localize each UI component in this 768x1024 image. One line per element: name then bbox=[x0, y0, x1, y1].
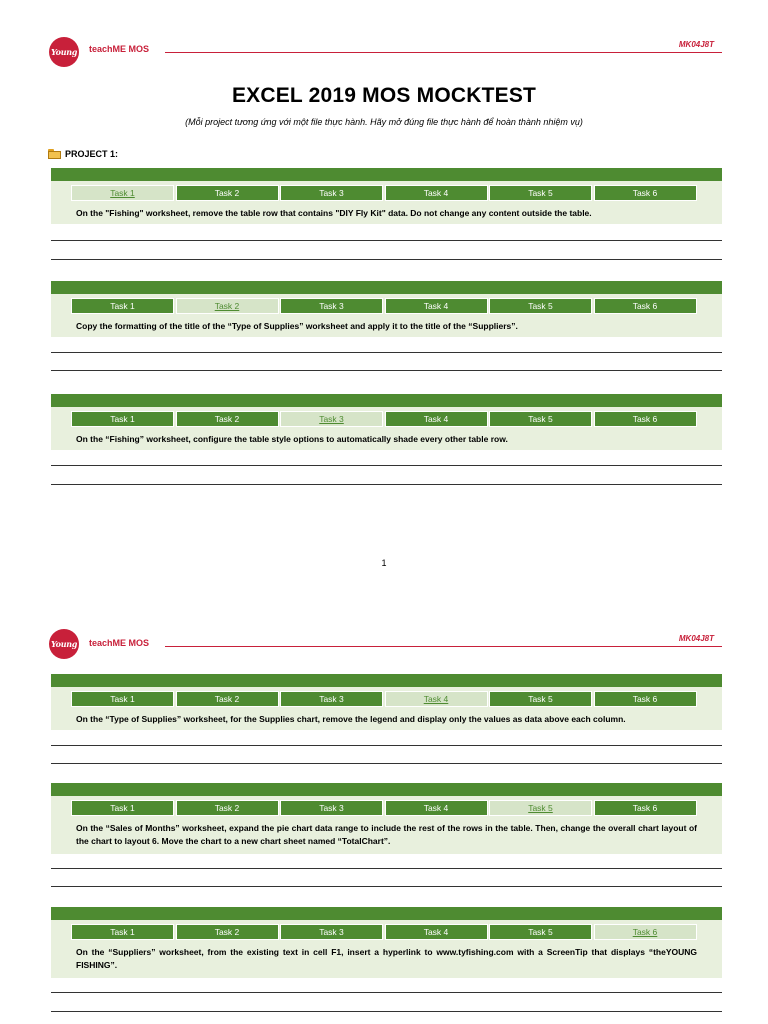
tab-task-4[interactable]: Task 4 bbox=[385, 691, 488, 707]
task-block-3 bbox=[51, 394, 722, 450]
answer-line bbox=[51, 886, 722, 887]
brand-name: teachME MOS bbox=[89, 638, 150, 648]
answer-line bbox=[51, 484, 722, 485]
document-code: MK04J8T bbox=[678, 634, 714, 643]
tab-task-4[interactable]: Task 4 bbox=[385, 298, 488, 314]
tab-task-4[interactable]: Task 4 bbox=[385, 185, 488, 201]
tab-task-4[interactable]: Task 4 bbox=[385, 924, 488, 940]
tab-task-6[interactable]: Task 6 bbox=[594, 924, 697, 940]
task-block-4 bbox=[51, 674, 722, 730]
task-tabs bbox=[71, 924, 698, 940]
tab-task-3[interactable]: Task 3 bbox=[280, 185, 383, 201]
page-number: 1 bbox=[381, 558, 387, 568]
tab-task-1[interactable]: Task 1 bbox=[71, 800, 174, 816]
task-description: On the “Type of Supplies” worksheet, for the Supplies chart, remove the legend and display only the values as data above each column. bbox=[76, 714, 626, 724]
tab-task-3[interactable]: Task 3 bbox=[280, 691, 383, 707]
tab-task-2[interactable]: Task 2 bbox=[176, 298, 279, 314]
logo: Young bbox=[49, 37, 79, 67]
tab-task-4[interactable]: Task 4 bbox=[385, 800, 488, 816]
tab-task-3[interactable]: Task 3 bbox=[280, 298, 383, 314]
tab-task-2[interactable]: Task 2 bbox=[176, 185, 279, 201]
project-label: PROJECT 1: bbox=[48, 149, 118, 159]
header-rule bbox=[165, 646, 722, 647]
tab-task-5[interactable]: Task 5 bbox=[489, 800, 592, 816]
tab-task-5[interactable]: Task 5 bbox=[489, 691, 592, 707]
tab-task-6[interactable]: Task 6 bbox=[594, 800, 697, 816]
task-tabs bbox=[71, 691, 698, 707]
task-block-1 bbox=[51, 168, 722, 224]
answer-line bbox=[51, 992, 722, 993]
tab-task-2[interactable]: Task 2 bbox=[176, 411, 279, 427]
tab-task-1[interactable]: Task 1 bbox=[71, 298, 174, 314]
tab-task-3[interactable]: Task 3 bbox=[280, 411, 383, 427]
tab-task-5[interactable]: Task 5 bbox=[489, 924, 592, 940]
document-code: MK04J8T bbox=[678, 40, 714, 49]
tab-task-6[interactable]: Task 6 bbox=[594, 185, 697, 201]
task-block-6 bbox=[51, 907, 722, 978]
tab-task-2[interactable]: Task 2 bbox=[176, 691, 279, 707]
task-description: On the “Sales of Months” worksheet, expand the pie chart data range to include the rest of the rows in the table. Then, change the overall chart layout of the chart to layout 6. Move the chart to a new chart sheet named “TotalChart”. bbox=[76, 823, 697, 846]
tab-task-6[interactable]: Task 6 bbox=[594, 691, 697, 707]
tab-task-3[interactable]: Task 3 bbox=[280, 924, 383, 940]
answer-line bbox=[51, 745, 722, 746]
task-description: Copy the formatting of the title of the “Type of Supplies” worksheet and apply it to the title of the “Suppliers”. bbox=[76, 321, 518, 331]
task-description: On the “Suppliers” worksheet, from the existing text in cell F1, insert a hyperlink to www.tyfishing.com with a ScreenTip that displays “theYOUNG FISHING”. bbox=[76, 947, 697, 970]
header-rule bbox=[165, 52, 722, 53]
tab-task-2[interactable]: Task 2 bbox=[176, 924, 279, 940]
tab-task-1[interactable]: Task 1 bbox=[71, 924, 174, 940]
answer-line bbox=[51, 259, 722, 260]
task-tabs bbox=[71, 411, 698, 427]
task-block-5 bbox=[51, 783, 722, 854]
tab-task-1[interactable]: Task 1 bbox=[71, 185, 174, 201]
tab-task-6[interactable]: Task 6 bbox=[594, 411, 697, 427]
tab-task-3[interactable]: Task 3 bbox=[280, 800, 383, 816]
brand-name: teachME MOS bbox=[89, 44, 150, 54]
tab-task-4[interactable]: Task 4 bbox=[385, 411, 488, 427]
task-block-2 bbox=[51, 281, 722, 337]
answer-line bbox=[51, 352, 722, 353]
answer-line bbox=[51, 1011, 722, 1012]
tab-task-5[interactable]: Task 5 bbox=[489, 298, 592, 314]
tab-task-1[interactable]: Task 1 bbox=[71, 411, 174, 427]
tab-task-5[interactable]: Task 5 bbox=[489, 411, 592, 427]
task-tabs bbox=[71, 800, 698, 816]
folder-icon bbox=[48, 149, 61, 159]
page-title: EXCEL 2019 MOS MOCKTEST bbox=[231, 84, 537, 107]
answer-line bbox=[51, 763, 722, 764]
logo: Young bbox=[49, 629, 79, 659]
answer-line bbox=[51, 240, 722, 241]
tab-task-5[interactable]: Task 5 bbox=[489, 185, 592, 201]
page-subtitle: (Mỗi project tương ứng với một file thực hành. Hãy mở đúng file thực hành để hoàn thành nhiệm vụ) bbox=[185, 117, 583, 127]
answer-line bbox=[51, 370, 722, 371]
tab-task-6[interactable]: Task 6 bbox=[594, 298, 697, 314]
answer-line bbox=[51, 465, 722, 466]
task-tabs bbox=[71, 298, 698, 314]
task-description: On the "Fishing" worksheet, remove the table row that contains "DIY Fly Kit" data. Do not change any content outside the table. bbox=[76, 208, 592, 218]
tab-task-1[interactable]: Task 1 bbox=[71, 691, 174, 707]
answer-line bbox=[51, 868, 722, 869]
tab-task-2[interactable]: Task 2 bbox=[176, 800, 279, 816]
task-description: On the “Fishing” worksheet, configure the table style options to automatically shade every other table row. bbox=[76, 434, 508, 444]
task-tabs bbox=[71, 185, 698, 201]
